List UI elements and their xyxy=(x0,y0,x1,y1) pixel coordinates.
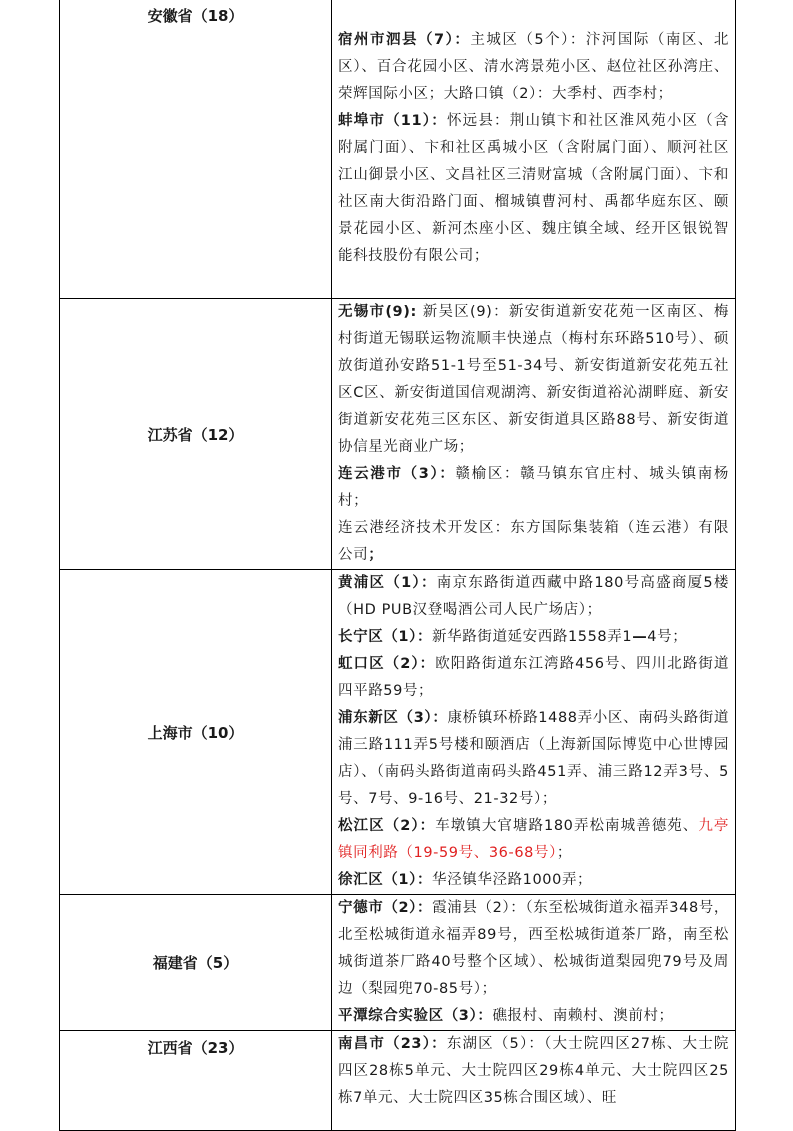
city-name: 连云港市（3）： xyxy=(338,466,456,482)
province-cell: 安徽省（18） xyxy=(60,0,332,299)
city-entry xyxy=(338,867,729,894)
city-entry xyxy=(338,1031,729,1112)
city-entry xyxy=(338,299,729,461)
city-name: 宁德市（2）： xyxy=(338,900,433,916)
table-row xyxy=(60,1031,736,1131)
city-entry xyxy=(338,624,729,651)
area-list: 车墩镇大官塘路180弄松南城善德苑、 xyxy=(435,818,699,834)
city-name: 平潭综合实验区（3）： xyxy=(338,1008,493,1024)
em-dash: — xyxy=(632,629,648,645)
table-row xyxy=(60,895,736,1031)
highlighted-area: 九亭镇同利路（19-59号、36-68号） xyxy=(338,818,729,861)
area-list: 4号； xyxy=(647,629,688,645)
table-row xyxy=(60,570,736,895)
punctuation: ； xyxy=(556,845,573,861)
city-entry xyxy=(338,705,729,813)
city-entry xyxy=(338,461,729,515)
province-cell: 上海市（10） xyxy=(60,570,332,895)
area-list: 南京东路街道西藏中路180号高盛商厦5楼（HD PUB汉登喝酒公司人民广场店）； xyxy=(338,575,730,618)
area-list: 华泾镇华泾路1000弄； xyxy=(432,872,593,888)
city-name: 无锡市(9): xyxy=(338,304,417,320)
city-entry xyxy=(338,1003,729,1030)
province-cell: 江西省（23） xyxy=(60,1031,332,1131)
city-entry xyxy=(338,27,729,108)
area-list: 霞浦县（2）：（东至松城街道永福弄348号，北至松城街道永福弄89号，西至松城街道茶厂路，南至松城街道茶厂路40号整个区域）、松城街道梨园兜79号及周边（梨园兜70-85号）； xyxy=(338,900,729,997)
city-name: 徐汇区（1）： xyxy=(338,872,433,888)
detail-cell xyxy=(332,895,736,1031)
city-entry xyxy=(338,108,729,270)
city-name: 浦东新区（3）： xyxy=(338,710,448,726)
area-list: 新吴区(9)：新安街道新安花苑一区南区、梅村街道无锡联运物流顺丰快递点（梅村东环路510号）、硕放街道孙安路51-1号至51-34号、新安街道新安花苑五社区C区、新安街道国信观湖湾、新安街道裕沁湖畔庭、新安街道新安花苑三区东区、新安街道具区路88号、新安街道协信星光商业广场； xyxy=(338,304,729,455)
area-list: 欧阳路街道东江湾路456号、四川北路街道四平路59号； xyxy=(338,656,729,699)
detail-cell xyxy=(332,1031,736,1131)
area-list: 东湖区（5）：（大士院四区27栋、大士院四区28栋5单元、大士院四区29栋4单元、大士院四区25栋7单元、大士院四区35栋合围区域）、旺 xyxy=(338,1036,729,1106)
city-name: 虹口区（2）： xyxy=(338,656,436,672)
detail-cell xyxy=(332,0,736,299)
city-name: 长宁区（1）： xyxy=(338,629,433,645)
detail-cell xyxy=(332,570,736,895)
table-row xyxy=(60,0,736,299)
area-list: 礁报村、南赖村、澳前村； xyxy=(492,1008,674,1024)
area-list: 新华路街道延安西路1558弄1 xyxy=(432,629,633,645)
area-list: 主城区（5个）：汴河国际（南区、北区）、百合花园小区、清水湾景苑小区、赵位社区孙湾庄、荣辉国际小区；大路口镇（2）：大季村、西李村； xyxy=(338,32,729,102)
city-entry xyxy=(338,515,729,569)
detail-cell xyxy=(332,299,736,570)
city-name: 宿州市泗县（7）： xyxy=(338,32,471,48)
city-name: 松江区（2）： xyxy=(338,818,436,834)
city-name: 蚌埠市（11）： xyxy=(338,113,447,129)
city-entry xyxy=(338,813,729,867)
province-cell: 福建省（5） xyxy=(60,895,332,1031)
table-row xyxy=(60,299,736,570)
area-list: 赣榆区：赣马镇东官庄村、城头镇南杨村； xyxy=(338,466,730,509)
area-list: 连云港经济技术开发区：东方国际集装箱（连云港）有限公司 xyxy=(338,520,729,563)
province-cell: 江苏省（12） xyxy=(60,299,332,570)
city-entry xyxy=(338,651,729,705)
city-name: 黄浦区（1）： xyxy=(338,575,437,591)
region-table xyxy=(59,0,736,1131)
area-list: 怀远县：荆山镇卞和社区淮风苑小区（含附属门面）、卞和社区禹城小区（含附属门面）、顺河社区江山御景小区、文昌社区三清财富城（含附属门面）、卞和社区南大街沿路门面、榴城镇曹河村、禹都华庭东区、颐景花园小区、新河杰座小区、魏庄镇全域、经开区银锐智能科技股份有限公司； xyxy=(338,113,729,264)
city-entry xyxy=(338,570,729,624)
area-list: 康桥镇环桥路1488弄小区、南码头路街道浦三路111弄5号楼和颐酒店（上海新国际博览中心世博园店）、（南码头路街道南码头路451弄、浦三路12弄3号、5号、7号、9-16号、21-32号）； xyxy=(338,710,730,807)
punctuation: ； xyxy=(368,547,384,563)
city-name: 南昌市（23）： xyxy=(338,1036,447,1052)
city-entry xyxy=(338,895,729,1003)
